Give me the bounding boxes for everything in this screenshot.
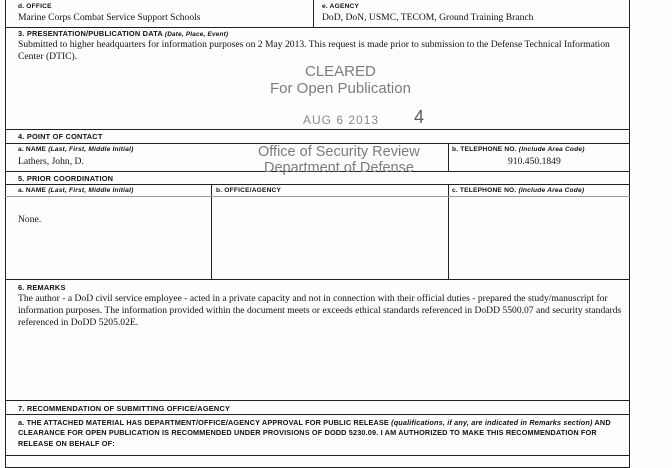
stamp-date: AUG 6 2013 xyxy=(303,113,380,127)
stamp-for-open-publication: For Open Publication xyxy=(270,80,411,97)
divider xyxy=(5,27,630,28)
divider xyxy=(5,279,630,280)
divider xyxy=(5,129,630,130)
office-label: d. OFFICE xyxy=(18,3,52,10)
agency-label: e. AGENCY xyxy=(322,3,360,10)
section3-title-note: (Date, Place, Event) xyxy=(164,31,229,38)
section5-name-note: (Last, First, Middle Initial) xyxy=(48,187,134,194)
section7-text xyxy=(18,418,626,449)
section5-name-label-wrap xyxy=(18,187,134,194)
section4-name-label: a. NAME xyxy=(18,146,47,153)
divider xyxy=(5,455,630,456)
section5-title: 5. PRIOR COORDINATION xyxy=(18,174,114,183)
section3-title-wrap xyxy=(18,29,228,38)
section7-text-a: a. THE ATTACHED MATERIAL HAS DEPARTMENT/OFFICE/AGENCY APPROVAL FOR PUBLIC RELEASE xyxy=(18,418,389,427)
section7-text-note: (qualifications, if any, are indicated in Remarks section) xyxy=(391,418,593,427)
divider xyxy=(5,400,630,401)
section4-title: 4. POINT OF CONTACT xyxy=(18,132,103,141)
section6-text: The author - a DoD civil service employee - acted in a private capacity and not in connection with their official duties - prepared the study/manuscript for information purposes. The information provided within the document meets or exceeds ethical standards referenced in DoDD 5500.07 and security standards referenced in DoDD 5205.02E. xyxy=(18,293,622,329)
section4-phone-note: (Include Area Code) xyxy=(518,146,585,153)
office-value: Marine Corps Combat Service Support Schools xyxy=(18,12,201,23)
divider xyxy=(211,184,212,279)
section5-name-label: a. NAME xyxy=(18,187,47,194)
section5-phone-label-wrap xyxy=(452,187,584,194)
divider xyxy=(5,414,630,415)
stamp-office-line2: Department of Defense xyxy=(264,160,414,176)
section5-phone-label: c. TELEPHONE NO. xyxy=(452,187,517,194)
stamp-number: 4 xyxy=(414,107,425,127)
section4-name-note: (Last, First, Middle Initial) xyxy=(48,146,134,153)
section3-text: Submitted to higher headquarters for information purposes on 2 May 2013. This request is made prior to submission to the Defense Technical Information Center (DTIC). xyxy=(18,39,610,63)
stamp-cleared: CLEARED xyxy=(305,63,376,80)
divider xyxy=(448,143,449,171)
section6-title: 6. REMARKS xyxy=(18,283,66,292)
stamp-office-line1: Office of Security Review xyxy=(258,144,420,160)
poc-name: Lathers, John, D. xyxy=(18,156,84,167)
divider xyxy=(313,0,314,27)
divider xyxy=(448,184,449,279)
section4-name-label-wrap xyxy=(18,146,134,153)
poc-phone: 910.450.1849 xyxy=(508,156,561,167)
section4-phone-label: b. TELEPHONE NO. xyxy=(452,146,517,153)
divider xyxy=(5,184,630,185)
section5-office-label: b. OFFICE/AGENCY xyxy=(216,187,282,194)
section7-title: 7. RECOMMENDATION OF SUBMITTING OFFICE/AGENCY xyxy=(18,404,231,413)
agency-value: DoD, DoN, USMC, TECOM, Ground Training Branch xyxy=(322,12,534,23)
section7-text-b: AND CLEARANCE FOR OPEN PUBLICATION IS RECOMMENDED UNDER PROVISIONS OF DODD 5230.09. I AM AUTHORIZED TO MAKE THIS RECOMMENDATION FOR RELEASE ON BEHALF OF: xyxy=(18,418,611,448)
section5-phone-note: (Include Area Code) xyxy=(518,187,585,194)
section3-title: 3. PRESENTATION/PUBLICATION DATA xyxy=(18,29,163,38)
section4-phone-label-wrap xyxy=(452,146,585,153)
divider xyxy=(5,196,630,197)
prior-coordination-name: None. xyxy=(18,214,42,225)
